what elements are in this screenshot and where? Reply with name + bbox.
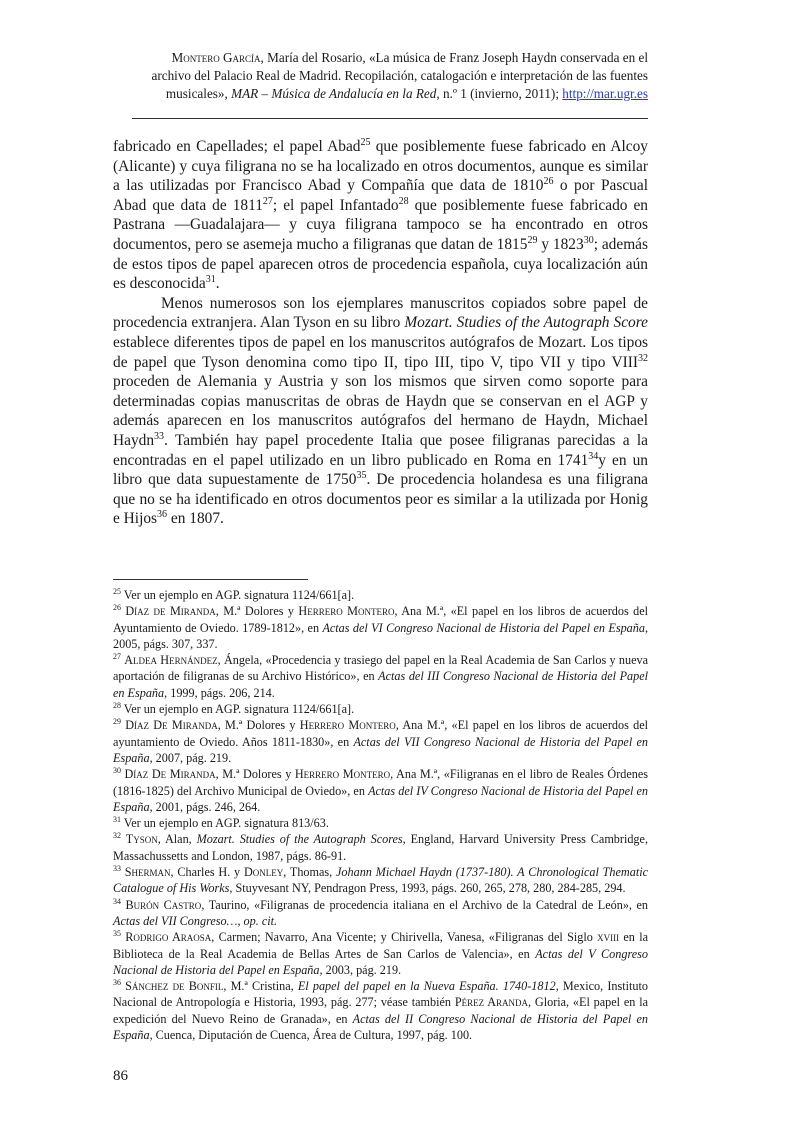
footnote-text: , England, Harvard University Press Cambridge, Massachussetts and London, 1987, págs. 86-91. [113, 832, 648, 863]
footnote-number: 31 [113, 815, 121, 825]
footnote-text: , M.ª Dolores y [215, 604, 299, 619]
author-name: Díaz De Miranda [125, 718, 218, 733]
footnote-25 [113, 587, 648, 603]
footnote-28 [113, 701, 648, 717]
text-run: establece diferentes tipos de papel en los manuscritos autógrafos de Mozart. Los tipos de papel que Tyson denomina como tipo II, tipo III, tipo V, tipo VII y tipo VIII [113, 333, 648, 371]
author-name: Díaz de Miranda [125, 604, 216, 619]
footnote-ref-36[interactable]: 36 [157, 509, 168, 521]
publication-title: Actas del II Congreso Nacional de Historia del Papel en España [113, 1011, 648, 1043]
book-title: Mozart. Studies of the Autograph Score [404, 314, 648, 332]
page-number: 86 [113, 1068, 128, 1084]
footnote-text: , Ana M.ª, «Filigranas en el libro de Reales Órdenes (1816-1825) del Archivo Municipal de Oviedo», en [113, 767, 648, 798]
footnote-ref-29[interactable]: 29 [527, 234, 538, 246]
text-run: y 1823 [537, 235, 584, 253]
publication-title: El papel del papel en la Nueva España. 1740-1812 [297, 979, 556, 994]
text-run: fabricado en Capellades; el papel Abad [113, 138, 361, 155]
text-run: . También hay papel procedente Italia que posee filigranas parecidas a la encontradas en el papel utilizado en un libro publicado en Roma en 1741 [113, 431, 648, 469]
footnote-text: , M.ª Cristina, [223, 979, 298, 994]
header-text: , María del Rosario, «La música de Franz Joseph Haydn conservada en el archivo del Palacio Real de Madrid. Recopilación, catalogación e interpretación de las fuentes musicales», [151, 50, 648, 101]
footnote-29 [113, 717, 648, 766]
footnote-text: , Cuenca, Diputación de Cuenca, Área de Cultura, 1997, pág. 100. [149, 1028, 473, 1043]
publication-title: Actas del III Congreso Nacional de Historia del Papel en España [113, 669, 648, 700]
text-run: . De procedencia holandesa es una filigrana que no se ha identificado en otros documentos peor es similar a la utilizada por Honig e Hijos [113, 471, 648, 528]
paragraph-1 [113, 137, 648, 294]
publication-title: Actas del IV Congreso Nacional de Historia del Papel en España [113, 783, 648, 814]
author-name: Aldea Hernández [124, 653, 218, 668]
header-rule [132, 118, 648, 119]
footnote-text: , M.ª Dolores y [217, 718, 300, 733]
paragraph-2 [113, 294, 648, 529]
author-name: Tyson [125, 832, 158, 847]
footnote-text: , 1999, págs. 206, 214. [164, 685, 275, 700]
footnote-text: , 2007, pág. 219. [149, 750, 232, 765]
text-run: Menos numerosos son los ejemplares manuscritos copiados sobre papel de procedencia extranjera. Alan Tyson en su libro [113, 294, 648, 332]
footnote-ref-32[interactable]: 32 [638, 352, 648, 364]
footnote-text: , Alan, [157, 832, 197, 847]
header-journal: MAR – Música de Andalucía en la Red [231, 86, 437, 101]
footnote-number: 27 [113, 652, 121, 662]
footnote-text: Ver un ejemplo en AGP. signatura 813/63. [120, 816, 329, 831]
footnote-36 [113, 978, 648, 1043]
footnotes [113, 587, 648, 1043]
footnote-text: , Mexico, Instituto Nacional de Antropología e Historia, 1993, pág. 277; véase también [113, 979, 648, 1010]
footnote-35 [113, 929, 648, 978]
footnote-number: 26 [113, 603, 121, 613]
footnote-text: , Taurino, «Filigranas de procedencia italiana en el Archivo de la Catedral de León», en [201, 897, 649, 912]
author-name: Díaz De Miranda [124, 767, 216, 782]
footnote-number: 35 [113, 929, 121, 939]
footnote-text: Ver un ejemplo en AGP. signatura 1124/661[a]. [120, 588, 355, 602]
author-name: Sherman [124, 865, 171, 880]
footnote-text: , Ana M.ª, «El papel en los libros de acuerdos del Ayuntamiento de Oviedo. 1789-1812», en [113, 604, 649, 635]
footnote-text: , M.ª Dolores y [215, 767, 295, 782]
text-run: ; el papel Infantado [272, 196, 399, 214]
footnote-ref-28[interactable]: 28 [398, 195, 409, 207]
header-issue: , n.º 1 (invierno, 2011); [436, 86, 563, 101]
footnote-30 [113, 766, 648, 815]
author-name: Sánchez de Bonfil [125, 979, 224, 994]
footnote-33 [113, 864, 648, 897]
footnote-text: , Thomas, [283, 865, 336, 880]
footnote-34 [113, 897, 648, 930]
text-run: que posiblemente fuese fabricado en Alcoy (Alicante) y cuya filigrana no se ha localizado en otros documentos, aunque es similar a las utilizadas por Francisco Abad y Compañía que data de 1810 [113, 138, 648, 195]
footnote-ref-33[interactable]: 33 [154, 430, 165, 442]
footnote-text: , Ana M.ª, «El papel en los libros de acuerdos del ayuntamiento de Oviedo. Años 1811-1830», en [113, 718, 648, 749]
footnote-31 [113, 815, 648, 831]
header-link[interactable]: http://mar.ugr.es [562, 86, 648, 101]
footnote-number: 32 [113, 831, 121, 841]
publication-title: Actas del VII Congreso Nacional de Historia del Papel en España [113, 734, 648, 765]
footnote-number: 28 [113, 701, 121, 711]
footnote-number: 34 [113, 896, 121, 906]
author-name: Herrero Montero [298, 604, 395, 619]
footnote-ref-34[interactable]: 34 [588, 450, 599, 462]
publication-title: Actas del VII Congreso…, op. cit. [113, 913, 278, 928]
running-header [132, 49, 648, 103]
footnote-number: 36 [113, 978, 121, 988]
text-run: que posiblemente fuese fabricado en Pastrana —Guadalajara— y cuya filigrana tampoco se ha encontrado en otros documentos, pero se asemeja mucho a filigranas que datan de 1815 [113, 196, 648, 253]
author-name: Herrero Montero [299, 718, 396, 733]
footnote-text: , Ángela, «Procedencia y trasiego del papel en la Real Academia de San Carlos y nueva aportación de filigranas de su Archivo Histórico», en [113, 653, 649, 684]
footnote-32 [113, 831, 648, 864]
text-run: o por Pascual Abad que data de 1811 [113, 177, 648, 214]
footnote-text: , Charles H. y [170, 865, 244, 880]
footnote-text: , 2001, págs. 246, 264. [149, 799, 261, 814]
footnote-number: 33 [113, 863, 121, 873]
text-run: en 1807. [167, 510, 224, 528]
text-run: proceden de Alemania y Austria y son los mismos que sirven como soporte para determinadas copias manuscritas de obras de Haydn que se conservan en el AGP y además aparecen en los manuscritos autógrafos del hermano de Haydn, Michael Haydn [113, 373, 648, 449]
footnote-text: , 2005, págs. 307, 337. [113, 620, 648, 651]
footnote-text: , Carmen; Navarro, Ana Vicente; y Chirivella, Vanesa, «Filigranas del Siglo [211, 930, 598, 945]
author-name: Donley [243, 865, 284, 880]
author-name: Herrero Montero [294, 767, 391, 782]
header-author: Montero García [171, 50, 261, 65]
footnote-ref-35[interactable]: 35 [356, 469, 367, 481]
text-run: . [215, 275, 220, 293]
footnote-number: 25 [113, 586, 121, 596]
footnote-27 [113, 652, 648, 701]
publication-title: Johann Michael Haydn (1737-180). A Chronological Thematic Catalogue of His Works [113, 865, 649, 896]
publication-title: Mozart. Studies of the Autograph Scores [196, 832, 403, 847]
century-numeral: xviii [597, 930, 620, 945]
footnote-text: , 2003, pág. 219. [319, 962, 402, 977]
footnote-ref-25[interactable]: 25 [360, 136, 371, 148]
text-run: ; además de estos tipos de papel aparecen otros de procedencia española, cuya localización aún es desconocida [113, 235, 648, 293]
footnote-text: , Stuyvesant NY, Pendragon Press, 1993, págs. 260, 265, 278, 280, 284-285, 294. [229, 881, 626, 896]
footnote-ref-31[interactable]: 31 [205, 274, 216, 286]
text-run: y en un libro que data supuestamente de 1750 [113, 451, 648, 489]
author-name: Pérez Aranda [454, 995, 529, 1010]
footnote-text: , Gloria, «El papel en la expedición del Nuevo Reino de Granada», en [113, 995, 648, 1026]
footnote-number: 29 [113, 717, 121, 727]
footnote-number: 30 [113, 766, 121, 776]
footnote-26 [113, 603, 648, 652]
publication-title: Actas del V Congreso Nacional de Historia del Papel en España [113, 946, 649, 977]
footnote-rule [113, 579, 308, 580]
publication-title: Actas del VI Congreso Nacional de Historia del Papel en España [322, 620, 645, 635]
body-text [113, 137, 648, 529]
footnote-text: en la Biblioteca de la Real Academia de Bellas Artes de San Carlos de Valencia», en [113, 930, 648, 961]
author-name: Rodrigo Araosa [125, 930, 212, 945]
author-name: Burón Castro [125, 897, 202, 912]
footnote-ref-27[interactable]: 27 [262, 195, 273, 207]
footnote-ref-30[interactable]: 30 [583, 234, 594, 246]
footnote-ref-26[interactable]: 26 [543, 176, 554, 188]
footnote-text: Ver un ejemplo en AGP. signatura 1124/661[a]. [120, 702, 355, 717]
